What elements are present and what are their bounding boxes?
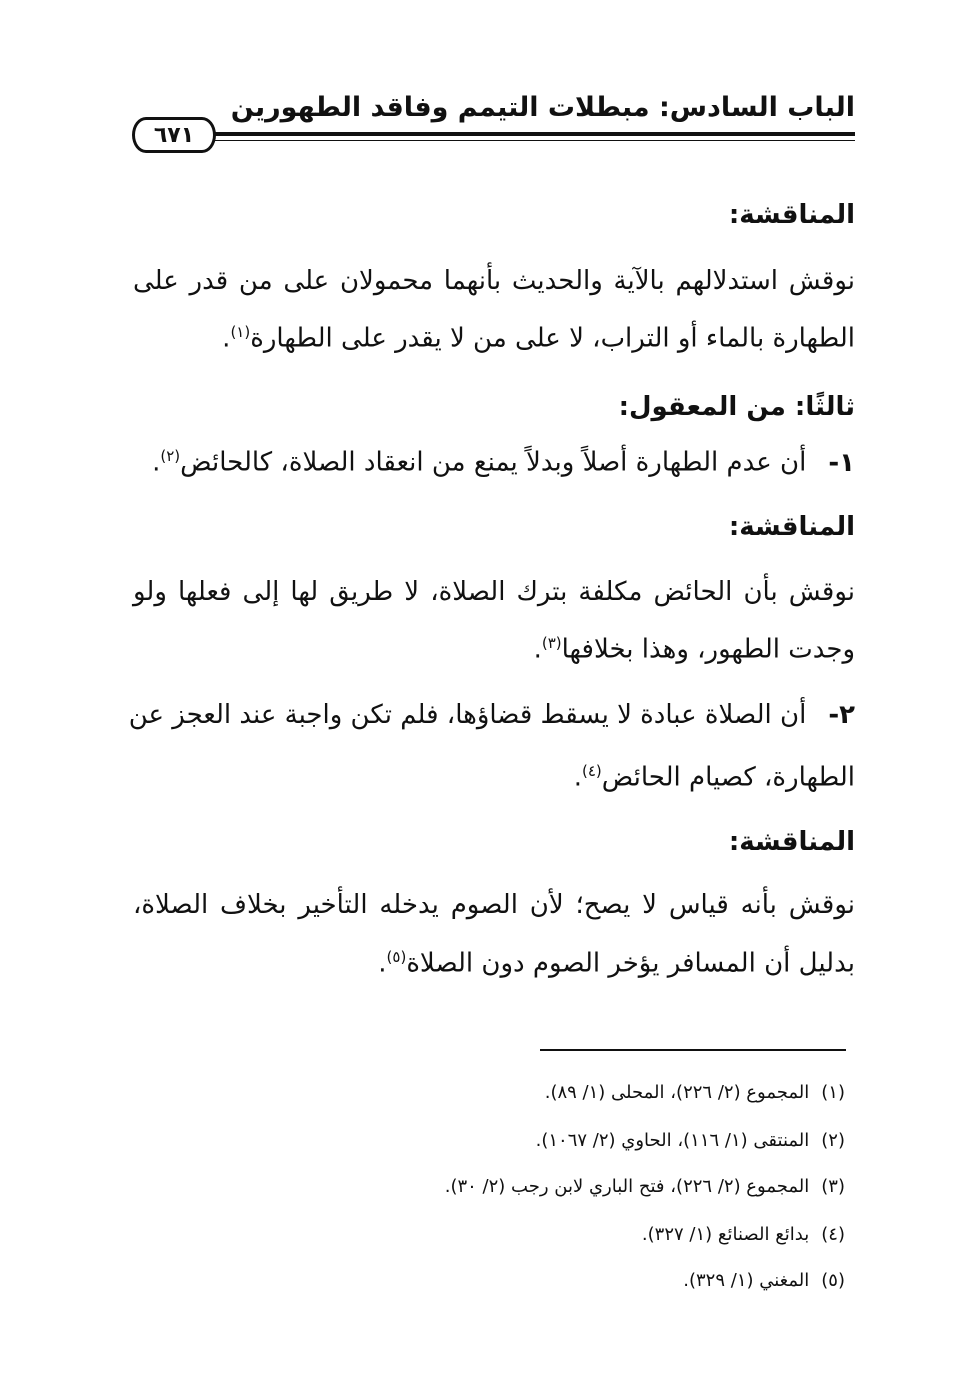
list-item-1 <box>152 447 855 478</box>
list-item-1-number: ١- <box>828 447 855 478</box>
footnote-5 <box>683 1270 845 1291</box>
paragraph-2-end: . <box>533 634 542 665</box>
list-item-1-end: . <box>152 447 161 478</box>
list-item-2-text-2: الطهارة، كصيام الحائض <box>601 762 855 793</box>
footnote-2-number: (٢) <box>821 1130 845 1151</box>
footnote-separator <box>540 1049 846 1051</box>
list-item-2-line-1 <box>128 700 855 730</box>
list-item-2-end: . <box>573 762 582 793</box>
footnote-ref-1[interactable]: (١) <box>230 323 251 341</box>
paragraph-1-line-1: نوقش استدلالهم بالآية والحديث بأنهما محمولان على من قدر على <box>133 266 855 296</box>
paragraph-3-text: بدليل أن المسافر يؤخر الصوم دون الصلاة <box>406 948 855 979</box>
footnote-1-number: (١) <box>821 1082 845 1103</box>
heading-discussion-3: المناقشة: <box>728 827 855 857</box>
header-rule-thin <box>210 140 855 141</box>
paragraph-1-end: . <box>222 323 231 354</box>
paragraph-2-line-1: نوقش بأن الحائض مكلفة بترك الصلاة، لا طريق لها إلى فعلها ولو <box>133 577 855 607</box>
list-item-2-text: أن الصلاة عبادة لا يسقط قضاؤها، فلم تكن واجبة عند العجز عن <box>128 700 807 730</box>
page-number-badge <box>132 117 216 153</box>
paragraph-1-text: الطهارة بالماء أو التراب، لا على من لا يقدر على الطهارة <box>250 323 855 354</box>
footnote-4 <box>642 1224 845 1245</box>
footnote-ref-2[interactable]: (٢) <box>160 447 181 465</box>
footnote-ref-5[interactable]: (٥) <box>386 948 407 966</box>
footnote-3 <box>445 1176 845 1197</box>
list-item-2-number: ٢- <box>828 700 855 730</box>
footnote-ref-3[interactable]: (٣) <box>541 634 562 652</box>
paragraph-3-end: . <box>378 948 387 979</box>
footnote-3-text: المجموع (٢/ ٢٢٦)، فتح الباري لابن رجب (٢/ ٣٠). <box>444 1176 810 1197</box>
footnote-4-text: بدائع الصنائع (١/ ٣٢٧). <box>641 1224 810 1245</box>
footnote-ref-4[interactable]: (٤) <box>582 762 602 780</box>
heading-discussion-1: المناقشة: <box>728 200 855 230</box>
heading-discussion-2: المناقشة: <box>728 512 855 542</box>
list-item-2-line-2 <box>574 762 855 793</box>
footnote-1 <box>545 1082 845 1103</box>
heading-rational-evidence: ثالثًا: من المعقول: <box>618 392 855 422</box>
footnote-4-number: (٤) <box>821 1224 845 1245</box>
paragraph-3-line-2 <box>378 948 855 979</box>
paragraph-1-line-2 <box>222 323 855 354</box>
footnote-5-text: المغني (١/ ٣٢٩). <box>683 1270 810 1291</box>
list-item-1-text: أن عدم الطهارة أصلاً وبدلاً يمنع من انعقاد الصلاة، كالحائض <box>180 447 807 478</box>
paragraph-2-line-2 <box>534 634 855 665</box>
running-header-title: الباب السادس: مبطلات التيمم وفاقد الطهورين <box>230 92 855 123</box>
footnote-5-number: (٥) <box>821 1270 845 1291</box>
page-number: ٦٧١ <box>153 122 195 148</box>
footnote-1-text: المجموع (٢/ ٢٢٦)، المحلى (١/ ٨٩). <box>544 1082 810 1103</box>
paragraph-2-text: وجدت الطهور، وهذا بخلافها <box>561 634 855 665</box>
footnote-2 <box>536 1130 845 1151</box>
paragraph-3-line-1: نوقش بأنه قياس لا يصح؛ لأن الصوم يدخله التأخير بخلاف الصلاة، <box>133 890 855 920</box>
footnote-2-text: المنتقى (١/ ١١٦)، الحاوي (٢/ ١٠٦٧). <box>535 1130 810 1151</box>
header-rule <box>210 132 855 136</box>
footnote-3-number: (٣) <box>821 1176 845 1197</box>
